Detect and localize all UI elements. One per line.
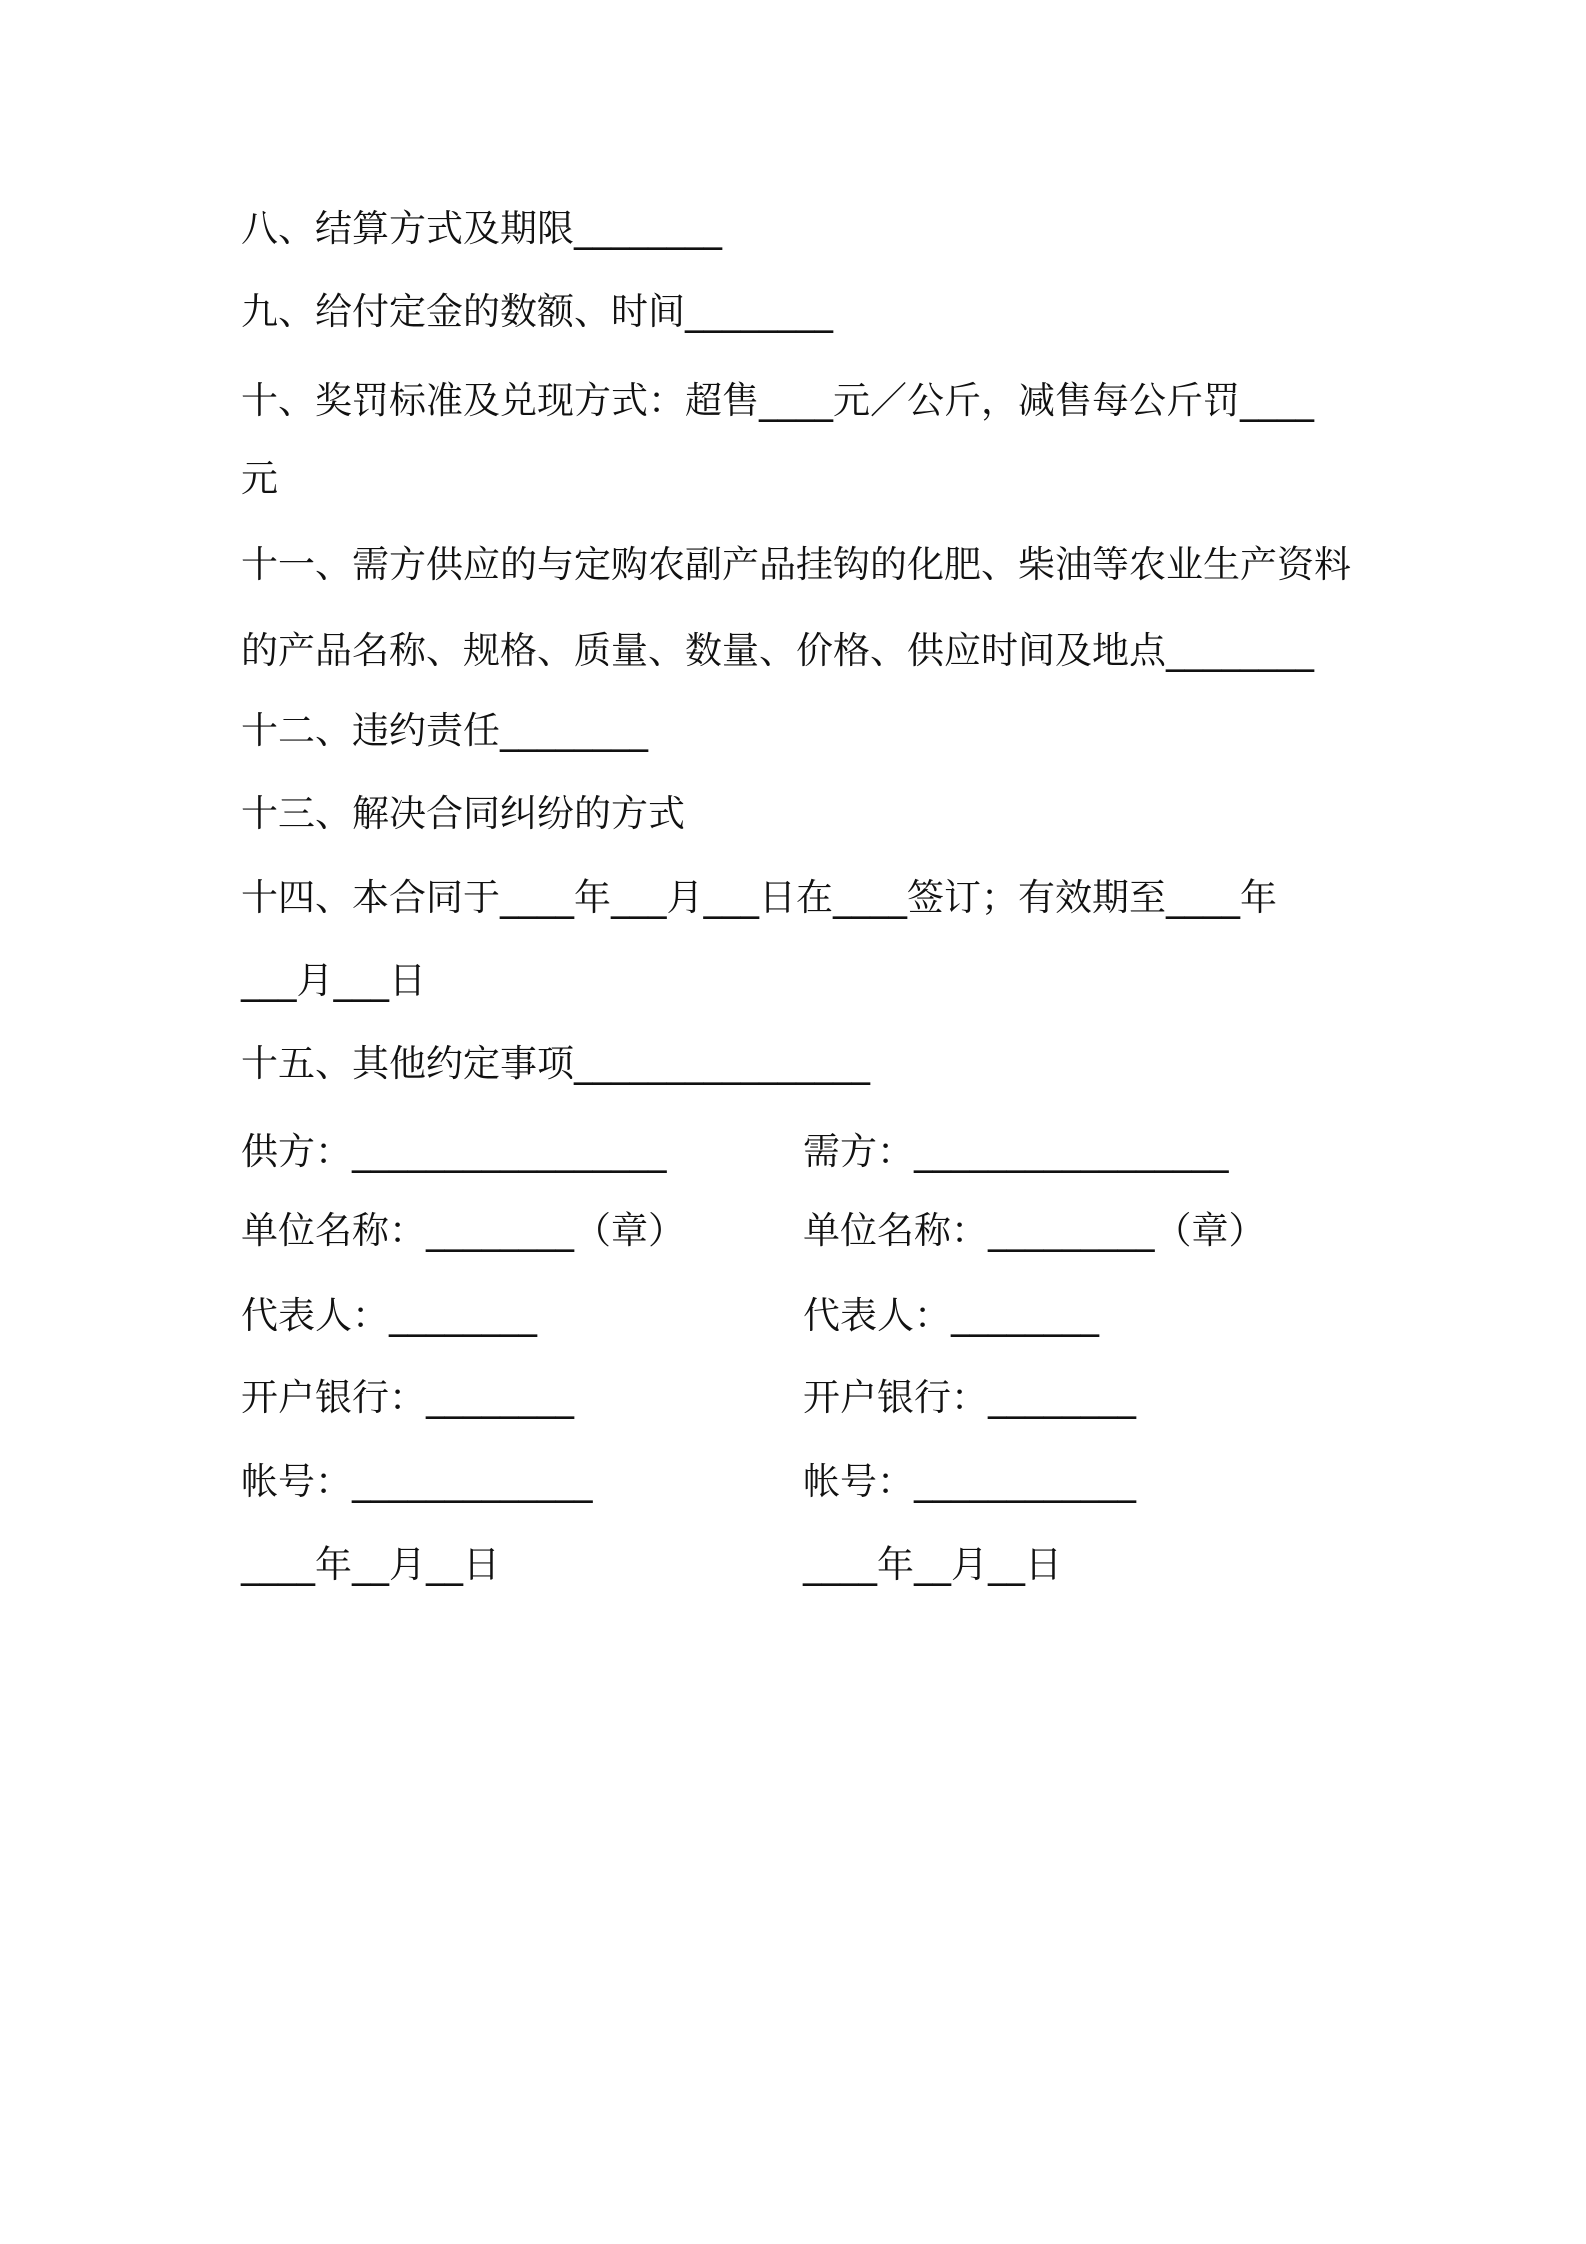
clause-10-line-2: 元 [241,457,278,500]
clause-11-line-1: 十一、需方供应的与定购农副产品挂钩的化肥、柴油等农业生产资料 [241,543,1351,586]
supplier-representative: 代表人：________ [241,1294,537,1337]
buyer-account: 帐号：____________ [803,1460,1136,1503]
clause-10-line-1: 十、奖罚标准及兑现方式：超售____元／公斤，减售每公斤罚____ [241,379,1314,422]
clause-9: 九、给付定金的数额、时间________ [241,290,833,333]
clause-15: 十五、其他约定事项________________ [241,1042,870,1085]
clause-8: 八、结算方式及期限________ [241,207,722,250]
buyer-representative: 代表人：________ [803,1294,1099,1337]
supplier-party: 供方：_________________ [241,1130,667,1173]
supplier-account: 帐号：_____________ [241,1460,593,1503]
buyer-unit-name: 单位名称：_________（章） [803,1209,1266,1252]
clause-12: 十二、违约责任________ [241,709,648,752]
buyer-date: ____年__月__日 [803,1543,1062,1586]
supplier-bank: 开户银行：________ [241,1376,574,1419]
clause-14-line-2: ___月___日 [241,959,426,1002]
supplier-date: ____年__月__日 [241,1543,500,1586]
buyer-party: 需方：_________________ [803,1130,1229,1173]
supplier-unit-name: 单位名称：________（章） [241,1209,685,1252]
clause-11-line-2: 的产品名称、规格、质量、数量、价格、供应时间及地点________ [241,629,1314,672]
buyer-bank: 开户银行：________ [803,1376,1136,1419]
clause-14-line-1: 十四、本合同于____年___月___日在____签订；有效期至____年 [241,876,1277,919]
clause-13: 十三、解决合同纠纷的方式 [241,792,685,835]
